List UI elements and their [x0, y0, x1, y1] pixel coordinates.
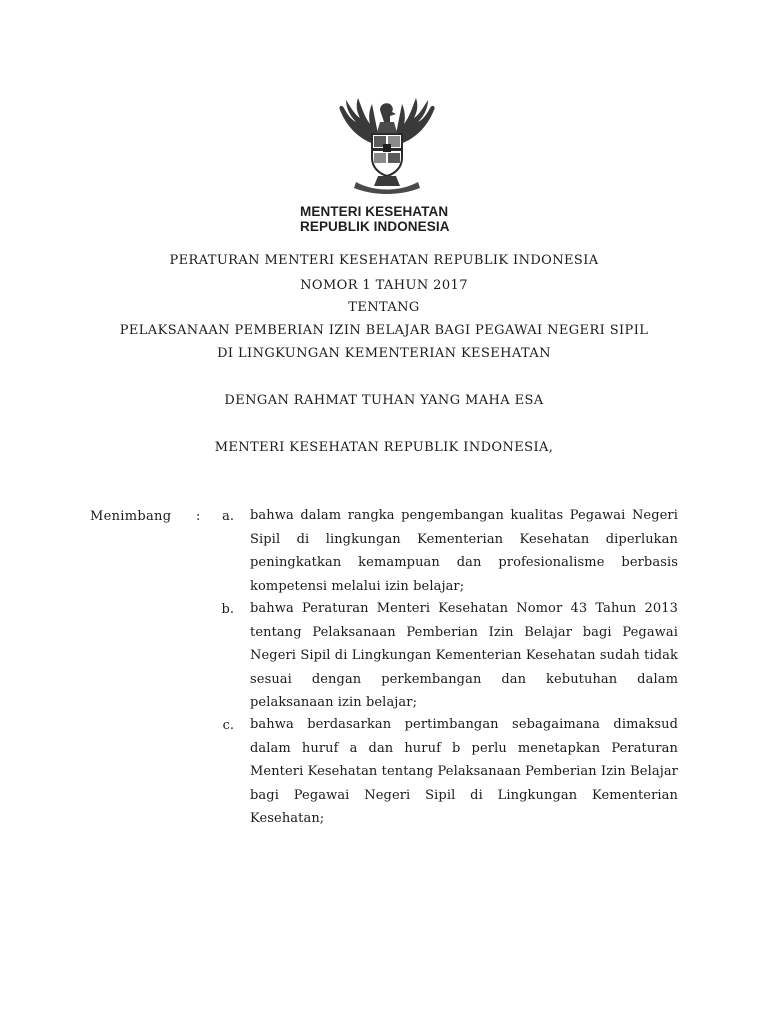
item-c-text: bahwa berdasarkan pertimbangan sebagaimana dimaksud dalam huruf a dan huruf b perlu menetapkan Peraturan Menteri Kesehatan tentang Pelaksanaan Pemberian Izin Belajar bagi Pegawai Negeri Sipil di Lingkungan Kementerian Kesehatan; [250, 717, 678, 827]
ministry-letterhead [300, 204, 468, 234]
regulation-title: PERATURAN MENTERI KESEHATAN REPUBLIK INDONESIA [169, 253, 599, 268]
regulation-subject-cont: DI LINGKUNGAN KEMENTERIAN KESEHATAN [217, 346, 551, 361]
considerations-label: Menimbang [90, 509, 172, 524]
ministry-name-line1: MENTERI KESEHATAN [300, 204, 449, 219]
item-c-letter: c. [222, 718, 234, 733]
regulation-subject: PELAKSANAAN PEMBERIAN IZIN BELAJAR BAGI PEGAWAI NEGERI SIPIL [119, 323, 649, 338]
item-b-letter: b. [221, 602, 234, 617]
considerations-colon: : [196, 509, 201, 524]
regulation-about: TENTANG [348, 300, 420, 315]
issuer: MENTERI KESEHATAN REPUBLIK INDONESIA, [214, 440, 554, 455]
ministry-name-line2: REPUBLIK INDONESIA [300, 219, 450, 234]
item-a-text: bahwa dalam rangka pengembangan kualitas Pegawai Negeri Sipil di lingkungan Kementerian Kesehatan diperlukan peningkatkan kemampuan dan profesionalisme berbasis kompetensi melalui izin belajar; [250, 508, 678, 594]
garuda-emblem-icon [334, 96, 440, 196]
regulation-number: NOMOR 1 TAHUN 2017 [300, 278, 468, 293]
item-a-letter: a. [222, 509, 234, 524]
item-b-text: bahwa Peraturan Menteri Kesehatan Nomor 43 Tahun 2013 tentang Pelaksanaan Pemberian Izin Belajar bagi Pegawai Negeri Sipil di Lingkungan Kementerian Kesehatan sudah tidak sesuai dengan perkembangan dan kebutuhan dalam pelaksanaan izin belajar; [250, 601, 678, 711]
invocation: DENGAN RAHMAT TUHAN YANG MAHA ESA [224, 393, 544, 408]
